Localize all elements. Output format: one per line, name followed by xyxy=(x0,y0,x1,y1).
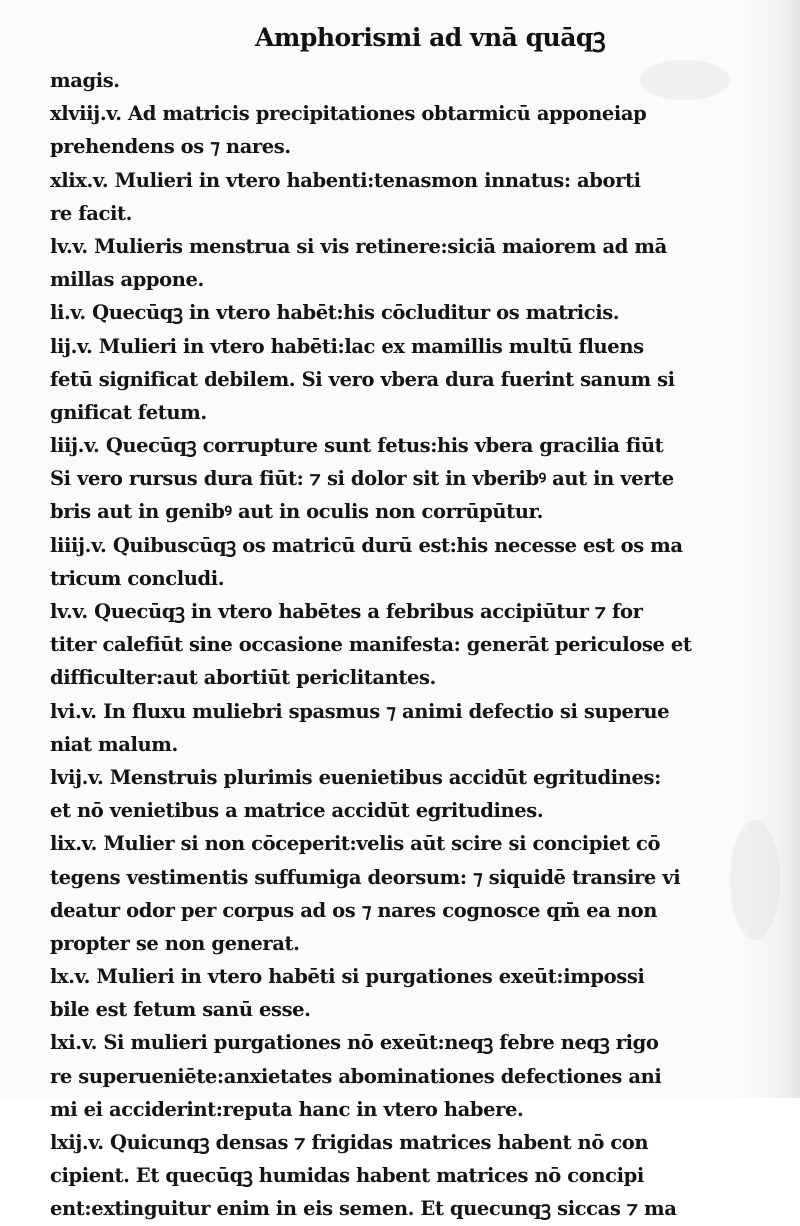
text-line: bile est fetum sanū esse. xyxy=(50,998,311,1022)
text-line: lij.v. Mulieri in vtero habēti:lac ex mamillis multū fluens xyxy=(50,334,644,358)
text-line: titer calefiūt sine occasione manifesta: generāt periculose et xyxy=(50,633,692,657)
text-line: prehendens os ⁊ nares. xyxy=(50,135,291,159)
text-line: difficulter:aut abortiūt periclitantes. xyxy=(50,666,436,690)
text-line: tricum concludi. xyxy=(50,566,225,590)
text-line: bris aut in genibꝰ aut in oculis non corrūpūtur. xyxy=(50,500,544,524)
text-line: re facit. xyxy=(50,201,132,225)
text-line: mi ei acciderint:reputa hanc in vtero habere. xyxy=(50,1097,524,1121)
text-line: lxi.v. Si mulieri purgationes nō exeūt:neqꝫ febre neqꝫ rigo xyxy=(50,1031,659,1055)
text-line: lvi.v. In fluxu muliebri spasmus ⁊ animi defectio si superue xyxy=(50,699,670,723)
text-line: ent:extinguitur enim in eis semen. Et quecunqꝫ siccas ⁊ ma xyxy=(50,1197,677,1221)
text-line: xlix.v. Mulieri in vtero habenti:tenasmon innatus: aborti xyxy=(50,168,641,192)
text-line: lxij.v. Quicunqꝫ densas ⁊ frigidas matrices habent nō con xyxy=(50,1131,649,1154)
text-line: lvij.v. Menstruis plurimis euenietibus accidūt egritudines: xyxy=(50,765,661,789)
text-line: lx.v. Mulieri in vtero habēti si purgationes exeūt:impossi xyxy=(50,965,645,989)
text-line: et nō venietibus a matrice accidūt egritudines. xyxy=(50,799,544,823)
text-line: niat malum. xyxy=(50,732,178,756)
text-line: propter se non generat. xyxy=(50,931,300,955)
running-head: Amphorismi ad vnā quāqꝫ xyxy=(255,23,606,52)
text-line: gnificat fetum. xyxy=(50,400,207,424)
text-line: lix.v. Mulier si non cōceperit:velis aūt scire si concipiet cō xyxy=(50,832,661,856)
text-line: xlviij.v. Ad matricis precipitationes obtarmicū apponeiap xyxy=(50,102,647,126)
text-line: Si vero rursus dura fiūt: ⁊ si dolor sit in vberibꝰ aut in verte xyxy=(50,467,674,491)
text-line: lv.v. Quecūqꝫ in vtero habētes a febribus accipiūtur ⁊ for xyxy=(50,600,643,623)
text-line: li.v. Quecūqꝫ in vtero habēt:his cōcluditur os matricis. xyxy=(50,301,620,325)
text-line: magis. xyxy=(50,69,120,92)
text-line: deatur odor per corpus ad os ⁊ nares cognosce qm̄ ea non xyxy=(50,898,658,922)
text-line: millas appone. xyxy=(50,268,204,292)
text-line: fetū significat debilem. Si vero vbera dura fuerint sanum si xyxy=(50,367,675,391)
text-line: liij.v. Quecūqꝫ corrupture sunt fetus:his vbera gracilia fiūt xyxy=(50,434,664,458)
text-line: tegens vestimentis suffumiga deorsum: ⁊ siquidē transire vi xyxy=(50,865,681,889)
text-line: cipient. Et quecūqꝫ humidas habent matrices nō concipi xyxy=(50,1164,644,1188)
text-block xyxy=(50,64,750,1226)
text-line: re superueniēte:anxietates abominationes defectiones ani xyxy=(50,1064,662,1088)
text-line: liiij.v. Quibuscūqꝫ os matricū durū est:his necesse est os ma xyxy=(50,533,683,557)
text-line: lv.v. Mulieris menstrua si vis retinere:siciā maiorem ad mā xyxy=(50,234,667,258)
